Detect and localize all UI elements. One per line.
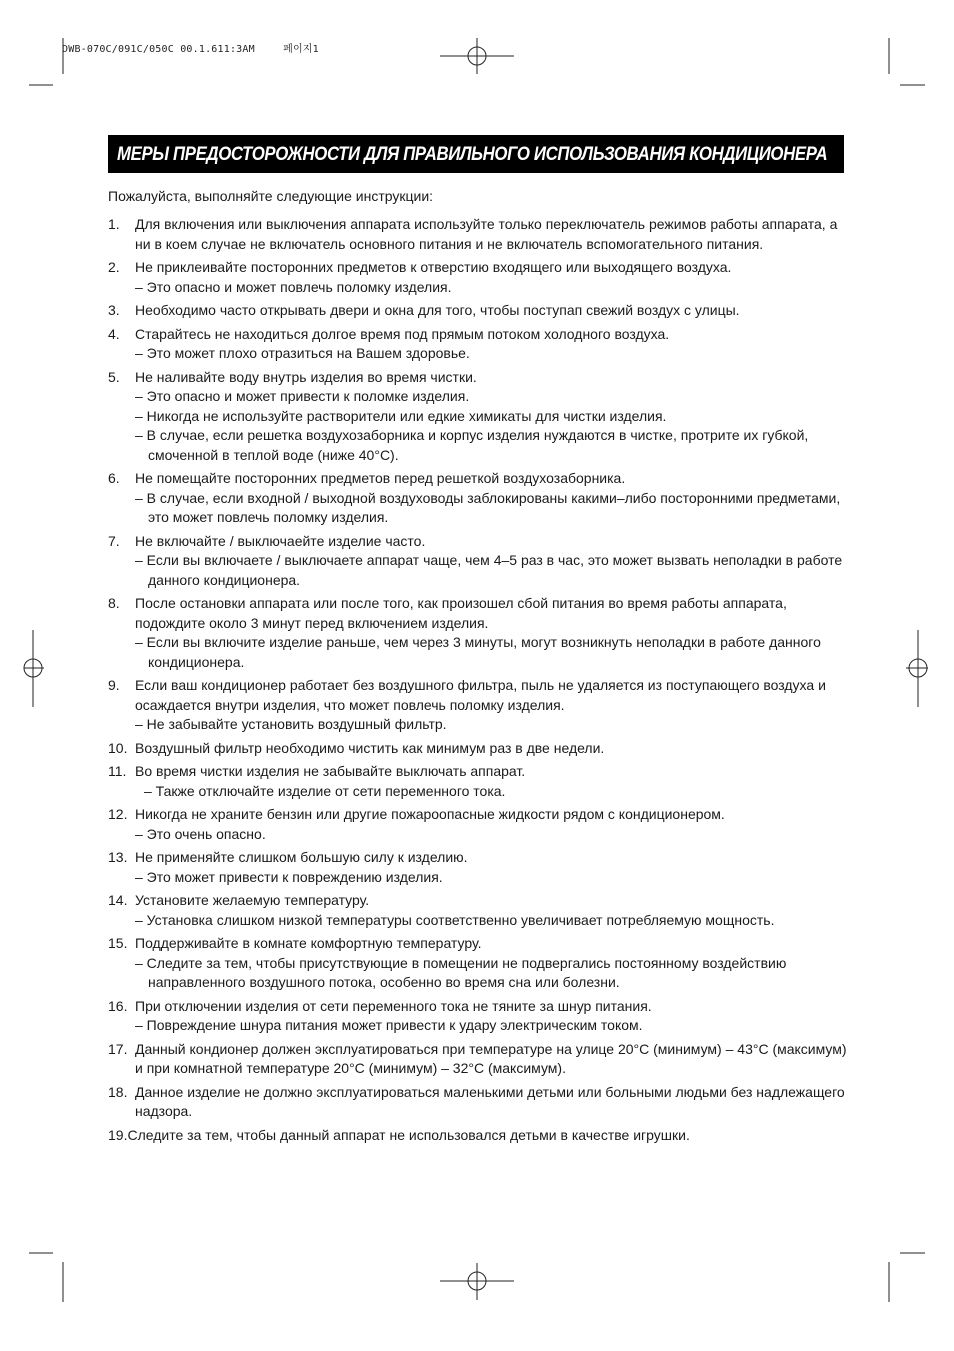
list-item-text: Не включайте / выключаейте изделие часто. [135,532,426,549]
list-item-note: – Повреждение шнура питания может привести к удару электрическим током. [135,1017,643,1033]
list-item [108,215,848,254]
list-item-text: Воздушный фильтр необходимо чистить как минимум раз в две недели. [135,739,605,756]
list-item [108,325,848,364]
list-item-text: Не помещайте посторонних предметов перед решеткой воздухозаборника. [135,470,626,486]
list-item-number: 16. [108,997,128,1014]
list-item-text: Данный кондионер должен эксплуатироваться при температуре на улице 20°C (минимум) – 43°C (максимум) и при комнатной температуре 20°C (минимум) – 32°C (максимум). [135,1040,847,1076]
list-item [108,934,848,993]
list-item-text: Данное изделие не должно эксплуатироваться маленькими детьми или больными людьми без надлежащего надзора. [135,1083,845,1119]
list-item-note: – Если вы включите изделие раньше, чем через 3 минуты, могут возникнуть неполадки в работе данного кондиционера. [135,634,821,670]
list-item-text: Старайтесь не находиться долгое время под прямым потоком холодного воздуха. [135,325,670,342]
page-title: МЕРЫ ПРЕДОСТОРОЖНОСТИ ДЛЯ ПРАВИЛЬНОГО ИСПОЛЬЗОВАНИЯ КОНДИЦИОНЕРА [117,142,828,165]
list-item-text: При отключении изделия от сети переменного тока не тяните за шнур питания. [135,997,652,1014]
list-item-note: – Никогда не используйте растворители или едкие химикаты для чистки изделия. [135,407,667,424]
list-item [108,368,848,466]
list-item-text: После остановки аппарата или после того, как произошел сбой питания во время работы аппарата, подождите около 3 минут перед включением изделия. [135,595,787,631]
list-item [108,469,848,528]
list-item-note: – Также отключайте изделие от сети переменного тока. [144,782,506,799]
print-file-label: DWB-070C/091C/050C 00.1.611:3AM [62,44,255,55]
list-item [108,1040,848,1079]
list-item-note: – Это опасно и может повлечь поломку изделия. [135,278,452,295]
section-title-bar [108,135,844,173]
list-item-number: 11. [108,763,127,779]
list-item-note: – Это может плохо отразиться на Вашем здоровье. [135,345,470,361]
list-item-number: 17. [108,1040,128,1057]
list-item-number: 13. [108,849,128,865]
list-item-number: 18. [108,1083,128,1100]
list-item-number: 14. [108,892,128,908]
list-item [108,676,848,735]
list-item-text: Если ваш кондиционер работает без воздушного фильтра, пыль не удаляется из поступающего воздуха и осаждается внутри изделия, что может повлечь поломку изделия. [135,677,826,713]
list-item [108,258,848,297]
list-item-note: – Это опасно и может привести к поломке изделия. [135,388,470,404]
list-item [108,997,848,1036]
list-item-number: 12. [108,806,128,822]
list-item [108,891,848,930]
list-item-note: – Следите за тем, чтобы присутствующие в помещении не подвергались постоянному воздействию направленного воздушного потока, особенно во время сна или болезни. [135,954,787,990]
list-item-note: – Это может привести к повреждению изделия. [135,868,443,885]
list-item-number: 9. [108,677,120,693]
list-item-note: – Установка слишком низкой температуры соответственно увеличивает потребляемую мощность. [135,911,775,928]
list-item [108,532,848,591]
list-item-note: – Не забывайте установить воздушный фильтр. [135,716,447,732]
list-item-note: – В случае, если решетка воздухозаборника и корпус изделия нуждаются в чистке, протрите их губкой, смоченной в теплой воде (ниже 40°C). [135,427,809,463]
list-item-note: – Если вы включаете / выключаете аппарат чаще, чем 4–5 раз в час, это может вызвать неполадки в работе данного кондиционера. [135,552,843,588]
list-item-number: 4. [108,325,120,342]
list-item-number: 10. [108,739,128,756]
list-item-body: Следите за тем, чтобы данный аппарат не использовался детьми в качестве игрушки. [127,1126,690,1143]
intro-text: Пожалуйста, выполняйте следующие инструкции: [108,188,434,204]
list-item [108,805,848,844]
print-header [62,40,319,55]
list-item [108,594,848,672]
list-item-text: Не приклеивайте посторонних предметов к отверстию входящего или выходящего воздуха. [135,259,732,275]
list-item-text: Не наливайте воду внутрь изделия во время чистки. [135,368,477,385]
list-item-text: Во время чистки изделия не забывайте выключать аппарат. [135,763,526,779]
list-item [108,1083,848,1122]
list-item [108,848,848,887]
list-item-number: 2. [108,259,120,275]
list-item [108,301,848,321]
list-item-number: 19. [108,1126,128,1143]
list-item-text: Для включения или выключения аппарата используйте только переключатель режимов работы аппарата, а ни в коем случае не включатель основного питания и не включатель вспомогательного питания. [135,216,838,252]
list-item-number: 3. [108,302,120,318]
list-item-number: 15. [108,935,128,951]
instruction-list [108,215,848,1149]
print-page-label: 페이지1 [283,44,319,55]
list-item [108,739,848,759]
list-item-text [108,1126,848,1146]
list-item-number: 5. [108,368,120,385]
list-item-number: 8. [108,595,120,611]
list-item [108,762,848,801]
list-item [108,1126,848,1146]
list-item-text: Никогда не храните бензин или другие пожароопасные жидкости рядом с кондиционером. [135,806,725,822]
list-item-note: – Это очень опасно. [135,825,266,842]
list-item-text: Поддерживайте в комнате комфортную температуру. [135,935,482,951]
list-item-text: Необходимо часто открывать двери и окна для того, чтобы поступап свежий воздух с улицы. [135,302,740,318]
list-item-number: 7. [108,532,120,549]
list-item-text: Установите желаемую температуру. [135,892,370,908]
list-item-number: 1. [108,216,120,232]
list-item-note: – В случае, если входной / выходной воздуховоды заблокированы какими–либо посторонними предметами, это может повлечь поломку изделия. [135,489,841,525]
list-item-text: Не применяйте слишком большую силу к изделию. [135,849,468,865]
list-item-number: 6. [108,470,120,486]
